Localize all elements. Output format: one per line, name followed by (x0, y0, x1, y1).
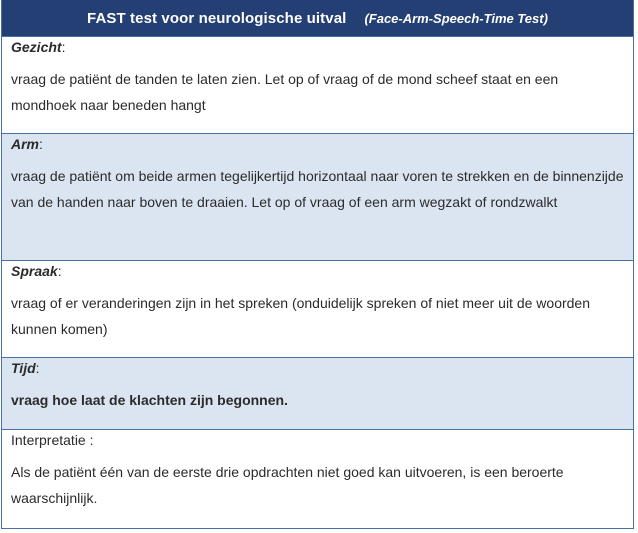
section-gezicht (2, 37, 633, 134)
section-text: Als de patiënt één van de eerste drie opdrachten niet goed kan uitvoeren, is een beroerte waarschijnlijk. (11, 464, 564, 506)
section-arm (2, 134, 633, 261)
section-label-separator: : (35, 360, 40, 376)
table-header (2, 0, 633, 37)
section-label (11, 37, 625, 57)
section-label (11, 134, 625, 154)
fast-test-table (1, 0, 634, 529)
section-label (11, 430, 625, 450)
section-label-separator: : (61, 39, 66, 55)
section-label-name: Tijd (11, 360, 36, 376)
section-text: vraag hoe laat de klachten zijn begonnen. (11, 392, 288, 408)
section-spraak (2, 261, 633, 358)
table-title: FAST test voor neurologische uitval (87, 9, 347, 27)
section-tijd (2, 358, 633, 430)
section-interpretatie (2, 430, 633, 528)
section-label-name: Arm (11, 136, 40, 152)
section-label-name: Interpretatie : (11, 432, 94, 448)
section-text: vraag of er veranderingen zijn in het spreken (onduidelijk spreken of niet meer uit de woorden kunnen komen) (11, 295, 591, 337)
section-label (11, 261, 625, 281)
section-label-name: Gezicht (11, 39, 62, 55)
section-label (11, 358, 625, 378)
section-text: vraag de patiënt om beide armen tegelijkertijd horizontaal naar voren te strekken en de binnenzijde van de handen naar boven te draaien. Let op of vraag of een arm wegzakt of rondzwalkt (11, 168, 624, 210)
section-label-separator: : (57, 263, 62, 279)
table-subtitle: (Face-Arm-Speech-Time Test) (364, 10, 548, 26)
section-text: vraag de patiënt de tanden te laten zien. Let op of vraag of de mond scheef staat en een mondhoek naar beneden hangt (11, 71, 559, 113)
section-label-separator: : (39, 136, 43, 152)
section-label-name: Spraak (11, 263, 58, 279)
